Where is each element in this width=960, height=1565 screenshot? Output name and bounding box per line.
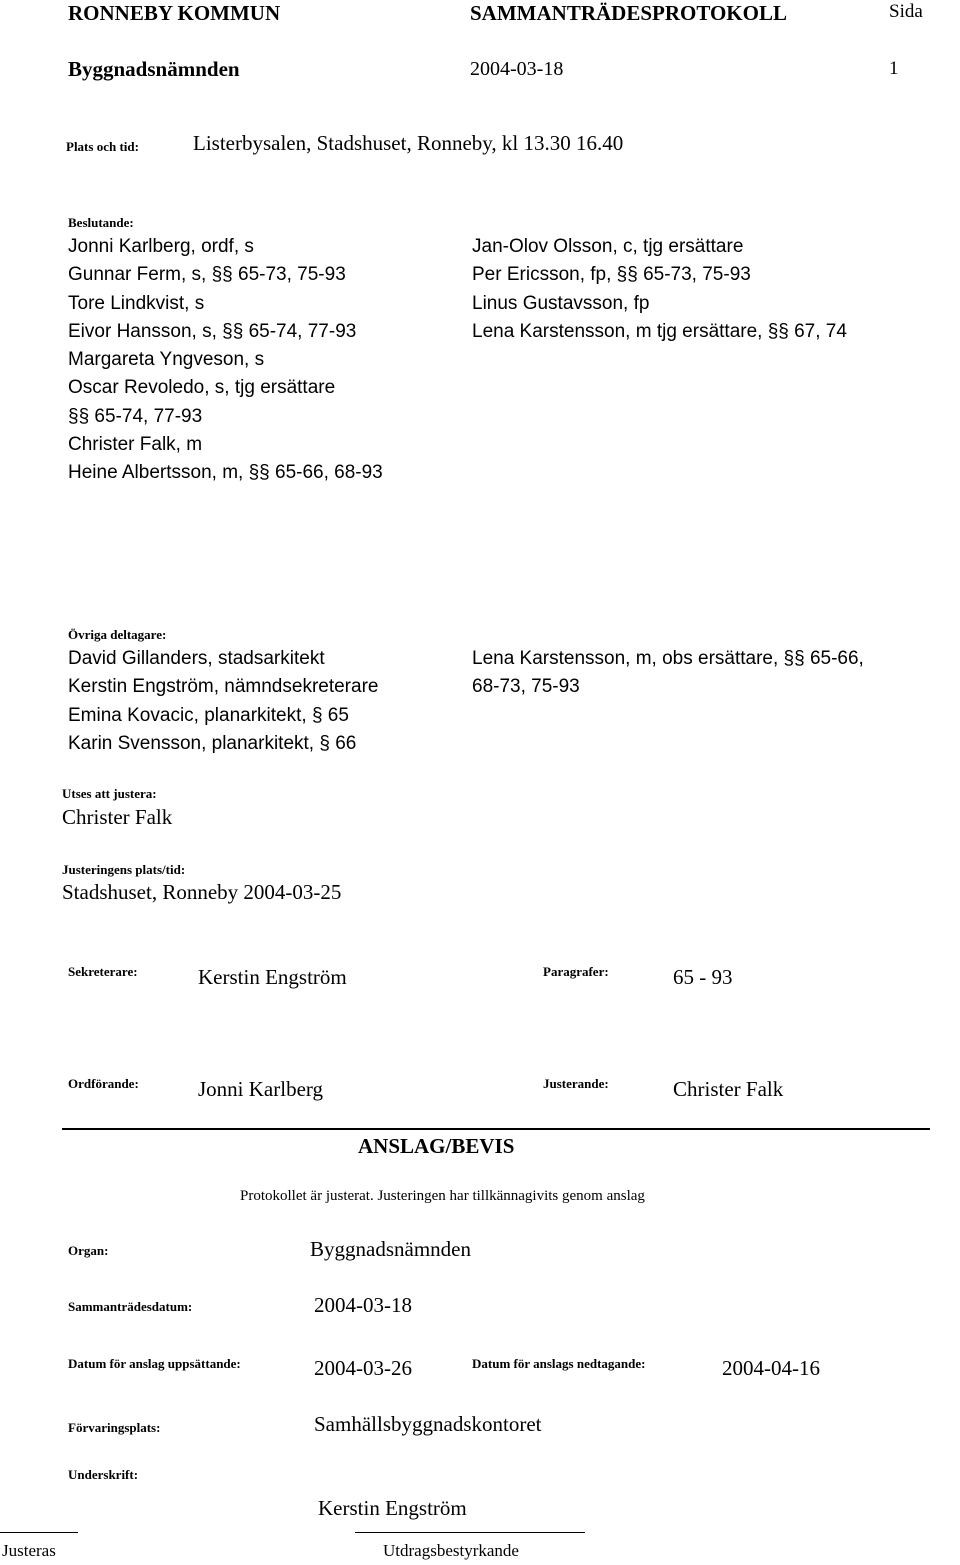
member-line: Eivor Hansson, s, §§ 65-74, 77-93	[68, 320, 357, 342]
adjustment-place-label: Justeringens plats/tid:	[62, 862, 186, 877]
removal-date-label: Datum för anslags nedtagande:	[472, 1356, 646, 1371]
participant-line: Kerstin Engström, nämndsekreterare	[68, 676, 379, 698]
chair-label: Ordförande:	[68, 1076, 139, 1091]
location-label: Plats och tid:	[66, 139, 139, 154]
notice-text: Protokollet är justerat. Justeringen har tillkännagivits genom anslag	[240, 1188, 645, 1204]
member-line: Oscar Revoledo, s, tjg ersättare	[68, 377, 336, 399]
location-value: Listerbysalen, Stadshuset, Ronneby, kl 13.30 16.40	[193, 131, 624, 155]
meeting-date-value: 2004-03-18	[314, 1293, 412, 1317]
member-line: Jan-Olov Olsson, c, tjg ersättare	[472, 236, 744, 257]
adjustment-place-value: Stadshuset, Ronneby 2004-03-25	[62, 880, 342, 904]
posting-date-label: Datum för anslag uppsättande:	[68, 1356, 241, 1371]
member-line: §§ 65-74, 77-93	[68, 405, 203, 427]
adjusting-label: Justerande:	[543, 1076, 609, 1091]
meeting-date: 2004-03-18	[470, 58, 564, 80]
signature-label: Underskrift:	[68, 1467, 139, 1482]
committee-name: Byggnadsnämnden	[68, 57, 240, 81]
chair-value: Jonni Karlberg	[198, 1077, 324, 1101]
paragraphs-label: Paragrafer:	[543, 964, 609, 979]
paragraphs-value: 65 - 93	[673, 965, 733, 989]
secretary-label: Sekreterare:	[68, 964, 138, 979]
storage-label: Förvaringsplats:	[68, 1420, 161, 1435]
adjuster-value: Christer Falk	[62, 805, 173, 829]
member-line: Margareta Yngveson, s	[68, 349, 265, 371]
decision-makers-left	[68, 233, 383, 488]
participant-line: 68-73, 75-93	[472, 676, 580, 698]
member-line: Jonni Karlberg, ordf, s	[68, 236, 254, 257]
page-label: Sida	[889, 1, 923, 22]
participant-line: David Gillanders, stadsarkitekt	[68, 648, 325, 669]
secretary-value: Kerstin Engström	[198, 965, 347, 989]
removal-date-value: 2004-04-16	[722, 1356, 820, 1380]
member-line: Heine Albertsson, m, §§ 65-66, 68-93	[68, 462, 383, 484]
notice-title: ANSLAG/BEVIS	[358, 1134, 515, 1158]
meeting-date-label: Sammanträdesdatum:	[68, 1299, 193, 1314]
member-line: Christer Falk, m	[68, 434, 203, 456]
document-type: SAMMANTRÄDESPROTOKOLL	[470, 1, 787, 25]
participant-line: Lena Karstensson, m, obs ersättare, §§ 65-66,	[472, 648, 864, 669]
storage-value: Samhällsbyggnadskontoret	[314, 1412, 542, 1436]
other-participants-label: Övriga deltagare:	[68, 627, 167, 642]
page-number: 1	[889, 58, 899, 79]
footer-line-left	[0, 1532, 78, 1533]
member-line: Tore Lindkvist, s	[68, 292, 205, 314]
other-participants-left	[68, 645, 378, 758]
section-divider	[62, 1128, 930, 1130]
adjuster-label: Utses att justera:	[62, 786, 157, 801]
posting-date-value: 2004-03-26	[314, 1356, 412, 1380]
signature-value: Kerstin Engström	[318, 1496, 467, 1520]
footer-line-center	[355, 1532, 585, 1533]
footer-adjusted: Justeras	[2, 1541, 56, 1560]
participant-line: Emina Kovacic, planarkitekt, § 65	[68, 704, 349, 726]
member-line: Lena Karstensson, m tjg ersättare, §§ 67, 74	[472, 320, 847, 342]
organ-label: Organ:	[68, 1243, 109, 1258]
member-line: Gunnar Ferm, s, §§ 65-73, 75-93	[68, 264, 346, 286]
organ-value: Byggnadsnämnden	[310, 1237, 471, 1261]
other-participants-right	[472, 645, 864, 702]
member-line: Linus Gustavsson, fp	[472, 292, 650, 314]
decision-makers-right	[472, 233, 847, 346]
footer-extract-certified: Utdragsbestyrkande	[383, 1541, 519, 1560]
member-line: Per Ericsson, fp, §§ 65-73, 75-93	[472, 264, 751, 286]
org-name: RONNEBY KOMMUN	[68, 1, 281, 25]
participant-line: Karin Svensson, planarkitekt, § 66	[68, 732, 357, 754]
decision-makers-label: Beslutande:	[68, 215, 134, 230]
adjusting-value: Christer Falk	[673, 1077, 784, 1101]
